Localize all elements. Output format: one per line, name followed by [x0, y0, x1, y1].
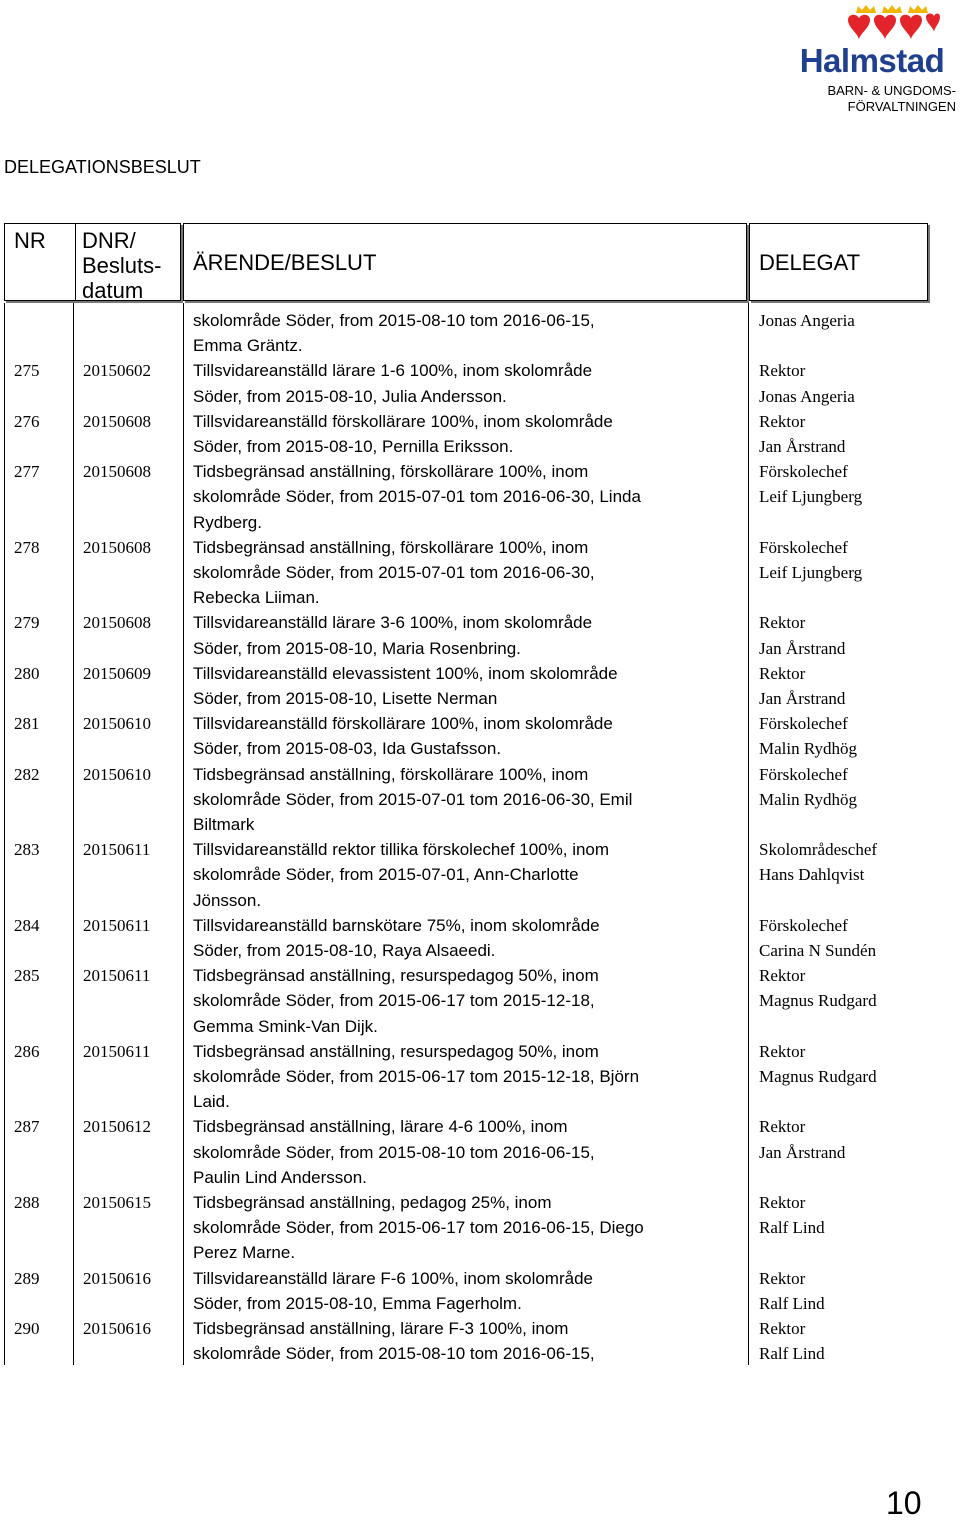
entry-text: Tillsvidareanställd lärare 1-6 100%, inom skolområde	[193, 361, 593, 381]
entry-delegat: Förskolechef	[759, 915, 848, 935]
entry-date: 20150611	[83, 915, 151, 935]
entry-delegat: Jan Årstrand	[759, 638, 846, 658]
header-nr-dnr	[4, 223, 181, 301]
header-delegat-label: DELEGAT	[759, 250, 861, 275]
entry-delegat: Förskolechef	[759, 764, 848, 784]
entry-text: Perez Marne.	[193, 1243, 296, 1263]
entry-text: Söder, from 2015-08-03, Ida Gustafsson.	[193, 739, 502, 759]
entry-date: 20150611	[83, 966, 151, 986]
entry-delegat: Magnus Rudgard	[759, 1067, 877, 1086]
entry-delegat: Jonas Angeria	[759, 311, 855, 330]
entry-delegat: Ralf Lind	[759, 1218, 825, 1238]
entry-text: Gemma Smink-Van Dijk.	[193, 1016, 378, 1036]
entry-date: 20150608	[83, 537, 151, 557]
entry-text: Tillsvidareanställd barnskötare 75%, inom skolområde	[193, 915, 600, 935]
entry-date: 20150608	[83, 613, 151, 633]
entry-text: Tidsbegränsad anställning, lärare 4-6 100%, inom	[193, 1117, 568, 1137]
entry-text: Jönsson.	[193, 890, 262, 910]
entry-text: Söder, from 2015-08-10, Pernilla Eriksson.	[193, 437, 514, 456]
column-line	[183, 303, 184, 1365]
entry-text: Tidsbegränsad anställning, förskollärare 100%, inom	[193, 764, 589, 784]
entry-text: Tidsbegränsad anställning, lärare F-3 100%, inom	[193, 1319, 569, 1338]
entry-delegat: Malin Rydhög	[759, 739, 858, 759]
entry-text: Tillsvidareanställd elevassistent 100%, inom skolområde	[193, 663, 618, 683]
entry-delegat: Leif Ljungberg	[759, 563, 863, 582]
entry-text: Tillsvidareanställd förskollärare 100%, inom skolområde	[193, 714, 613, 734]
entry-nr: 275	[14, 361, 40, 381]
entry-delegat: Rektor	[759, 1319, 806, 1338]
entry-text: Tidsbegränsad anställning, pedagog 25%, inom	[193, 1193, 552, 1212]
entry-nr: 289	[14, 1268, 40, 1288]
entry-text: skolområde Söder, from 2015-07-01 tom 2016-06-30, Linda	[193, 487, 641, 507]
entry-delegat: Ralf Lind	[759, 1293, 825, 1313]
logo-subtitle-line2: FÖRVALTNINGEN	[847, 99, 956, 114]
header-divider	[75, 224, 76, 300]
entry-delegat: Förskolechef	[759, 714, 848, 734]
entry-text: skolområde Söder, from 2015-08-10 tom 2016-06-15,	[193, 1142, 595, 1162]
header-nr: NR	[14, 228, 46, 253]
entry-text: Paulin Lind Andersson.	[193, 1167, 367, 1187]
entry-text: Tillsvidareanställd rektor tillika förskolechef 100%, inom	[193, 840, 610, 860]
entry-nr: 284	[14, 915, 40, 935]
entry-delegat: Malin Rydhög	[759, 789, 858, 809]
entry-delegat: Carina N Sundén	[759, 941, 877, 960]
entry-nr: 290	[14, 1319, 40, 1338]
header-arende-label: ÄRENDE/BESLUT	[193, 250, 377, 275]
entry-delegat: Förskolechef	[759, 462, 848, 482]
entry-delegat: Förskolechef	[759, 537, 848, 557]
entry-text: Tidsbegränsad anställning, resurspedagog 50%, inom	[193, 966, 599, 986]
logo-name: Halmstad	[799, 42, 945, 79]
entry-delegat: Jan Årstrand	[759, 689, 846, 708]
entry-nr: 277	[14, 462, 40, 482]
entry-date: 20150602	[83, 361, 151, 381]
entry-delegat: Rektor	[759, 1268, 806, 1288]
entry-delegat: Jan Årstrand	[759, 437, 846, 456]
entry-date: 20150610	[83, 764, 151, 784]
entry-nr: 278	[14, 537, 40, 557]
logo-subtitle-line1: BARN- & UNGDOMS-	[827, 83, 956, 98]
entry-text: Tidsbegränsad anställning, förskollärare 100%, inom	[193, 537, 589, 557]
entry-delegat: Leif Ljungberg	[759, 487, 863, 507]
entry-text: Rebecka Liiman.	[193, 588, 320, 608]
header-dnr-line3: datum	[82, 278, 144, 303]
document-title: DELEGATIONSBESLUT	[4, 157, 201, 177]
entry-nr: 285	[14, 966, 40, 986]
column-line	[4, 303, 5, 1365]
entry-delegat: Ralf Lind	[759, 1344, 825, 1364]
entry-text: skolområde Söder, from 2015-06-17 tom 2016-06-15, Diego	[193, 1218, 644, 1238]
entry-nr: 279	[14, 613, 40, 633]
entry-delegat: Hans Dahlqvist	[759, 865, 865, 885]
entry-date: 20150608	[83, 462, 151, 482]
entry-text: Söder, from 2015-08-10, Maria Rosenbring.	[193, 638, 521, 658]
halmstad-logo	[786, 4, 958, 114]
entry-text: Tidsbegränsad anställning, förskollärare 100%, inom	[193, 462, 589, 482]
header-dnr-line2: Besluts-	[82, 253, 162, 278]
entry-text: skolområde Söder, from 2015-07-01, Ann-Charlotte	[193, 865, 579, 885]
entry-date: 20150610	[83, 714, 151, 734]
column-line	[73, 303, 74, 1365]
entry-text: skolområde Söder, from 2015-08-10 tom 2016-06-15,	[193, 1344, 595, 1364]
entry-text: Rydberg.	[193, 512, 262, 532]
entry-delegat: Rektor	[759, 663, 806, 683]
entry-delegat: Rektor	[759, 1117, 806, 1137]
entry-date: 20150608	[83, 411, 151, 431]
entry-nr: 288	[14, 1193, 40, 1212]
entry-date: 20150612	[83, 1117, 151, 1137]
entry-text: skolområde Söder, from 2015-07-01 tom 2016-06-30,	[193, 563, 595, 582]
entry-date: 20150611	[83, 840, 151, 860]
entry-date: 20150616	[83, 1319, 151, 1338]
page-number: 10	[886, 1485, 922, 1521]
entry-date: 20150609	[83, 663, 151, 683]
entry-nr: 281	[14, 714, 40, 734]
entry-date: 20150616	[83, 1268, 151, 1288]
entry-text: skolområde Söder, from 2015-08-10 tom 2016-06-15,	[193, 311, 595, 330]
entry-text: Tillsvidareanställd lärare F-6 100%, inom skolområde	[193, 1268, 593, 1288]
entry-delegat: Jonas Angeria	[759, 386, 855, 406]
entry-delegat: Rektor	[759, 1193, 806, 1212]
entry-text: Laid.	[193, 1092, 230, 1112]
entry-text: skolområde Söder, from 2015-07-01 tom 2016-06-30, Emil	[193, 789, 633, 809]
entry-nr: 280	[14, 663, 40, 683]
entry-delegat: Magnus Rudgard	[759, 991, 877, 1011]
entry-delegat: Rektor	[759, 411, 806, 431]
header-delegat	[749, 223, 928, 301]
entry-delegat: Skolområdeschef	[759, 840, 878, 860]
entry-text: skolområde Söder, from 2015-06-17 tom 2015-12-18, Björn	[193, 1067, 640, 1086]
entry-nr: 282	[14, 764, 40, 784]
header-dnr-line1: DNR/	[82, 228, 136, 253]
entry-text: Söder, from 2015-08-10, Emma Fagerholm.	[193, 1293, 522, 1313]
entry-delegat: Rektor	[759, 1041, 806, 1061]
entry-delegat: Rektor	[759, 966, 806, 986]
column-line	[748, 303, 749, 1365]
entry-text: Tillsvidareanställd förskollärare 100%, inom skolområde	[193, 411, 613, 431]
entry-text: Söder, from 2015-08-10, Julia Andersson.	[193, 386, 507, 406]
entry-text: Tidsbegränsad anställning, resurspedagog 50%, inom	[193, 1041, 599, 1061]
header-arende	[183, 223, 747, 301]
entry-delegat: Jan Årstrand	[759, 1142, 846, 1162]
entry-delegat: Rektor	[759, 361, 806, 381]
entry-nr: 286	[14, 1041, 40, 1061]
entry-nr: 287	[14, 1117, 40, 1137]
entry-date: 20150611	[83, 1041, 151, 1061]
entry-text: Söder, from 2015-08-10, Raya Alsaeedi.	[193, 941, 496, 960]
entry-text: Söder, from 2015-08-10, Lisette Nerman	[193, 689, 498, 708]
entry-nr: 276	[14, 411, 40, 431]
entry-nr: 283	[14, 840, 40, 860]
entry-text: Tillsvidareanställd lärare 3-6 100%, inom skolområde	[193, 613, 593, 633]
hearts-crowns-icon	[844, 4, 940, 46]
entry-text: Biltmark	[193, 815, 255, 834]
entry-date: 20150615	[83, 1193, 151, 1212]
entry-delegat: Rektor	[759, 613, 806, 633]
entry-text: skolområde Söder, from 2015-06-17 tom 2015-12-18,	[193, 991, 595, 1011]
header-dnr	[82, 228, 161, 303]
entry-text: Emma Gräntz.	[193, 336, 303, 356]
